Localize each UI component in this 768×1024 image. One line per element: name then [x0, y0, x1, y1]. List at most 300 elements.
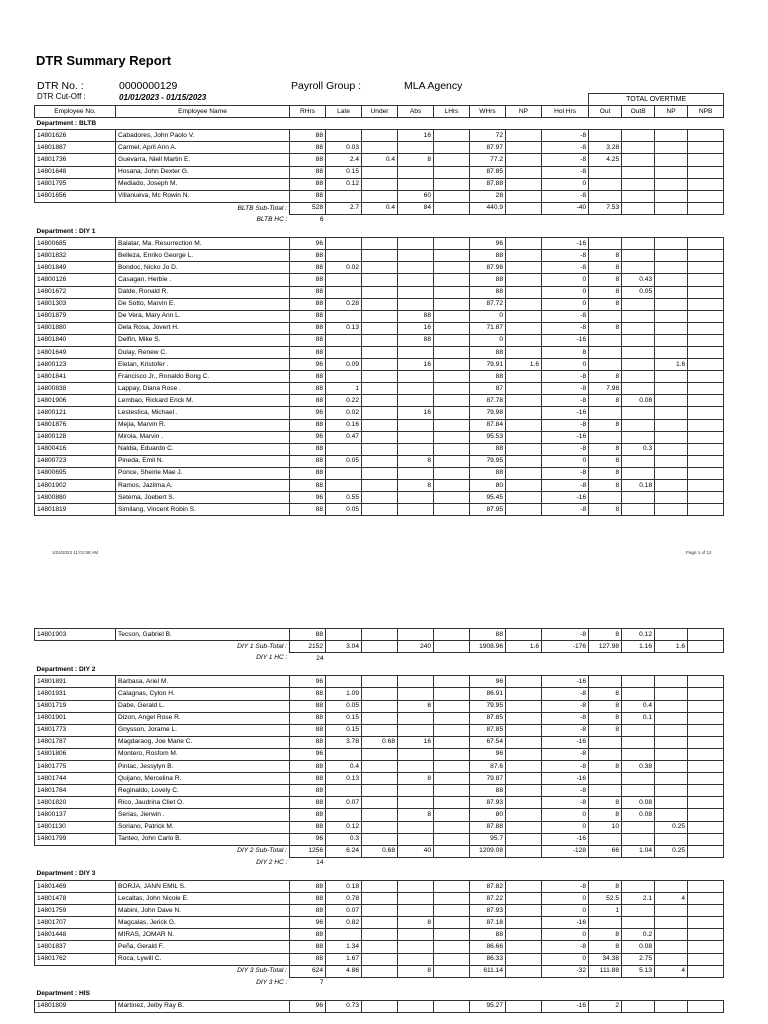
- table-cell: 87.97: [470, 142, 506, 154]
- table-cell: 87.18: [470, 917, 506, 929]
- table-cell: [622, 190, 655, 202]
- table-cell: Roca, Lywill C.: [116, 953, 290, 965]
- table-cell: [688, 467, 724, 479]
- headcount-spacer: [326, 653, 724, 665]
- table-cell: [688, 748, 724, 760]
- department-header: [35, 989, 724, 1001]
- table-cell: [506, 929, 542, 941]
- table-cell: [506, 371, 542, 383]
- table-cell: [398, 142, 434, 154]
- table-cell: [434, 785, 470, 797]
- table-cell: 0: [542, 178, 589, 190]
- employee-row: [35, 905, 724, 917]
- department-header: [35, 664, 724, 676]
- table-cell: [655, 1000, 688, 1012]
- employee-row: [35, 1000, 724, 1012]
- table-cell: [506, 748, 542, 760]
- table-cell: 14801880: [35, 322, 116, 334]
- table-cell: [655, 419, 688, 431]
- table-cell: 0: [542, 809, 589, 821]
- table-cell: 0.08: [622, 809, 655, 821]
- table-cell: 0.4: [622, 700, 655, 712]
- table-cell: [434, 941, 470, 953]
- table-cell: [434, 250, 470, 262]
- table-cell: [362, 142, 398, 154]
- table-cell: [655, 262, 688, 274]
- headcount-value: 7: [319, 979, 324, 987]
- employee-row: [35, 190, 724, 202]
- table-cell: [362, 395, 398, 407]
- table-cell: -16: [542, 736, 589, 748]
- table-cell: [506, 833, 542, 845]
- table-cell: [506, 492, 542, 504]
- table-cell: [506, 166, 542, 178]
- table-cell: [434, 953, 470, 965]
- subtotal-cell: [434, 965, 470, 977]
- table-cell: [398, 383, 434, 395]
- table-cell: -16: [542, 238, 589, 250]
- table-cell: [655, 941, 688, 953]
- table-cell: [655, 154, 688, 166]
- table-cell: [506, 880, 542, 892]
- table-cell: 14801903: [35, 629, 116, 641]
- table-cell: -8: [542, 262, 589, 274]
- table-cell: [688, 736, 724, 748]
- table-cell: [655, 736, 688, 748]
- table-cell: 79.87: [470, 773, 506, 785]
- table-cell: [434, 467, 470, 479]
- table-cell: Carmel, April Ann A.: [116, 142, 290, 154]
- employee-row: [35, 238, 724, 250]
- table-cell: [434, 298, 470, 310]
- table-cell: [688, 905, 724, 917]
- col-lhrs: LHrs: [434, 106, 470, 118]
- table-cell: [506, 917, 542, 929]
- subtotal-cell: 127.98: [589, 641, 622, 653]
- table-cell: [688, 880, 724, 892]
- table-cell: [506, 250, 542, 262]
- table-cell: 8: [398, 154, 434, 166]
- table-cell: 88: [470, 274, 506, 286]
- employee-row: [35, 797, 724, 809]
- table-cell: [589, 736, 622, 748]
- table-cell: [589, 334, 622, 346]
- table-cell: -8: [542, 166, 589, 178]
- col-whrs: WHrs: [470, 106, 506, 118]
- headcount-label: DIY 2 HC :: [256, 859, 288, 867]
- table-cell: [655, 797, 688, 809]
- table-cell: [362, 238, 398, 250]
- table-cell: [589, 178, 622, 190]
- employee-row: [35, 250, 724, 262]
- table-cell: [434, 929, 470, 941]
- table-cell: [688, 274, 724, 286]
- table-cell: [506, 761, 542, 773]
- employee-row: [35, 467, 724, 479]
- table-cell: 88: [290, 371, 326, 383]
- table-cell: 8: [589, 809, 622, 821]
- table-cell: 88: [290, 712, 326, 724]
- table-cell: [506, 274, 542, 286]
- table-cell: [434, 274, 470, 286]
- table-cell: [506, 407, 542, 419]
- table-cell: 8: [589, 941, 622, 953]
- table-cell: 8: [398, 773, 434, 785]
- table-cell: [362, 905, 398, 917]
- table-cell: [506, 700, 542, 712]
- table-cell: -8: [542, 467, 589, 479]
- department-name: Department : HIS: [36, 990, 90, 998]
- table-cell: [398, 371, 434, 383]
- table-cell: [655, 395, 688, 407]
- payroll-group-value: MLA Agency: [404, 80, 463, 92]
- table-cell: [688, 455, 724, 467]
- table-cell: Calagnas, Cylon H.: [116, 688, 290, 700]
- table-cell: [434, 504, 470, 516]
- subtotal-cell: 6.24: [326, 845, 362, 857]
- table-cell: 14800126: [35, 274, 116, 286]
- subtotal-cell: [434, 845, 470, 857]
- table-cell: [622, 142, 655, 154]
- table-cell: [688, 359, 724, 371]
- employee-row: [35, 371, 724, 383]
- table-cell: 8: [589, 419, 622, 431]
- table-cell: [622, 492, 655, 504]
- table-cell: [622, 178, 655, 190]
- table-cell: Pintac, Jessylyn B.: [116, 761, 290, 773]
- table-cell: 95.7: [470, 833, 506, 845]
- table-cell: -16: [542, 676, 589, 688]
- table-cell: [688, 238, 724, 250]
- table-cell: [655, 383, 688, 395]
- table-cell: [326, 748, 362, 760]
- table-cell: [688, 334, 724, 346]
- table-cell: 8: [589, 504, 622, 516]
- table-cell: 88: [470, 443, 506, 455]
- table-cell: [434, 359, 470, 371]
- employee-row: [35, 676, 724, 688]
- table-cell: [506, 238, 542, 250]
- table-cell: [398, 893, 434, 905]
- table-cell: De Vera, Mary Ann L.: [116, 310, 290, 322]
- column-header-row: [35, 106, 724, 118]
- table-cell: Lembao, Rickard Erick M.: [116, 395, 290, 407]
- table-cell: [688, 419, 724, 431]
- table-cell: 0.18: [622, 480, 655, 492]
- subtotal-cell: [362, 641, 398, 653]
- subtotal-cell: 0.68: [362, 845, 398, 857]
- table-cell: [655, 953, 688, 965]
- table-cell: [362, 480, 398, 492]
- table-cell: 14801787: [35, 736, 116, 748]
- table-cell: [655, 700, 688, 712]
- table-cell: -8: [542, 629, 589, 641]
- table-cell: Dela Rosa, Jovert H.: [116, 322, 290, 334]
- table-cell: -8: [542, 154, 589, 166]
- table-cell: [506, 676, 542, 688]
- table-cell: [622, 676, 655, 688]
- table-cell: [398, 431, 434, 443]
- table-cell: [688, 929, 724, 941]
- employee-row: [35, 130, 724, 142]
- footer-page-number: Page 1 of 12: [686, 550, 712, 555]
- table-cell: 88: [290, 262, 326, 274]
- table-cell: [506, 130, 542, 142]
- dtr-no-value: 0000000129: [119, 80, 178, 92]
- table-cell: 2.1: [622, 893, 655, 905]
- table-cell: Ramos, Jazilma A.: [116, 480, 290, 492]
- table-cell: [434, 833, 470, 845]
- table-cell: -8: [542, 761, 589, 773]
- table-cell: [434, 688, 470, 700]
- table-cell: 3.28: [589, 142, 622, 154]
- table-cell: -8: [542, 383, 589, 395]
- table-cell: [622, 736, 655, 748]
- subtotal-cell: [688, 641, 724, 653]
- table-cell: [326, 929, 362, 941]
- headcount-value: 6: [319, 216, 324, 224]
- table-cell: 8: [589, 700, 622, 712]
- table-cell: 88: [290, 504, 326, 516]
- table-cell: 88: [290, 166, 326, 178]
- table-cell: [655, 407, 688, 419]
- table-cell: [362, 724, 398, 736]
- table-cell: 87.72: [470, 298, 506, 310]
- table-cell: [398, 724, 434, 736]
- table-cell: [655, 238, 688, 250]
- table-cell: [622, 419, 655, 431]
- table-cell: 0: [542, 455, 589, 467]
- table-cell: 88: [290, 130, 326, 142]
- table-cell: 2.4: [326, 154, 362, 166]
- table-cell: [326, 130, 362, 142]
- table-cell: [655, 833, 688, 845]
- table-cell: 8: [589, 250, 622, 262]
- table-cell: Belleza, Enriko George L.: [116, 250, 290, 262]
- table-cell: [622, 785, 655, 797]
- table-cell: [622, 130, 655, 142]
- table-cell: 14800880: [35, 492, 116, 504]
- subtotal-row: [35, 641, 724, 653]
- table-cell: 0.22: [326, 395, 362, 407]
- table-cell: [655, 880, 688, 892]
- table-cell: [688, 346, 724, 358]
- report-table-page-1: [34, 93, 724, 516]
- table-cell: [362, 821, 398, 833]
- employee-row: [35, 893, 724, 905]
- table-cell: [434, 724, 470, 736]
- subtotal-cell: 0.4: [362, 202, 398, 214]
- subtotal-cell: 624: [290, 965, 326, 977]
- table-cell: -8: [542, 880, 589, 892]
- table-cell: 88: [470, 346, 506, 358]
- table-cell: [398, 286, 434, 298]
- table-cell: [655, 443, 688, 455]
- table-cell: [688, 286, 724, 298]
- table-cell: 14801448: [35, 929, 116, 941]
- employee-row: [35, 773, 724, 785]
- table-cell: [362, 322, 398, 334]
- table-cell: [398, 504, 434, 516]
- table-cell: 0: [542, 905, 589, 917]
- employee-row: [35, 724, 724, 736]
- subtotal-cell: 1.04: [622, 845, 655, 857]
- table-cell: [622, 833, 655, 845]
- table-cell: [398, 905, 434, 917]
- table-cell: -8: [542, 797, 589, 809]
- table-cell: 14801736: [35, 154, 116, 166]
- table-cell: 14800137: [35, 809, 116, 821]
- subtotal-cell: -176: [542, 641, 589, 653]
- table-cell: Magcalas, Jerick G.: [116, 917, 290, 929]
- table-cell: [398, 467, 434, 479]
- table-cell: [688, 676, 724, 688]
- table-cell: 88: [470, 929, 506, 941]
- headcount-label: BLTB HC :: [256, 216, 288, 224]
- employee-row: [35, 154, 724, 166]
- subtotal-cell: 2.7: [326, 202, 362, 214]
- table-cell: 96: [290, 492, 326, 504]
- table-cell: Villanueva, Mc Rowin N.: [116, 190, 290, 202]
- subtotal-label: BLTB Sub-Total :: [237, 204, 287, 212]
- table-cell: [688, 809, 724, 821]
- table-cell: [506, 431, 542, 443]
- table-cell: Mediado, Joseph M.: [116, 178, 290, 190]
- employee-row: [35, 178, 724, 190]
- table-cell: 88: [398, 310, 434, 322]
- table-cell: Serias, Jierwin .: [116, 809, 290, 821]
- table-cell: 14801707: [35, 917, 116, 929]
- table-cell: 14801809: [35, 1000, 116, 1012]
- headcount-row: [35, 977, 724, 989]
- table-cell: 4: [655, 893, 688, 905]
- table-cell: -8: [542, 322, 589, 334]
- table-cell: [655, 676, 688, 688]
- table-cell: 14800121: [35, 407, 116, 419]
- table-cell: [655, 905, 688, 917]
- subtotal-cell: [434, 202, 470, 214]
- employee-row: [35, 504, 724, 516]
- table-cell: [655, 480, 688, 492]
- table-cell: [589, 773, 622, 785]
- table-cell: [655, 809, 688, 821]
- subtotal-cell: [434, 641, 470, 653]
- subtotal-label: DIY 1 Sub-Total :: [237, 642, 287, 650]
- table-cell: [589, 748, 622, 760]
- employee-row: [35, 629, 724, 641]
- department-name: Department : DIY 1: [36, 227, 96, 235]
- headcount-row: [35, 857, 724, 869]
- table-cell: 88: [290, 142, 326, 154]
- table-cell: [655, 250, 688, 262]
- headcount-row: [35, 653, 724, 665]
- table-cell: [506, 688, 542, 700]
- table-cell: [506, 724, 542, 736]
- table-cell: 88: [290, 154, 326, 166]
- table-cell: [362, 688, 398, 700]
- headcount-row: [35, 214, 724, 226]
- table-cell: [398, 250, 434, 262]
- table-cell: [506, 142, 542, 154]
- table-cell: 14801656: [35, 190, 116, 202]
- table-cell: [688, 480, 724, 492]
- table-cell: [326, 629, 362, 641]
- table-cell: 0.05: [326, 455, 362, 467]
- table-cell: [622, 298, 655, 310]
- table-cell: [655, 346, 688, 358]
- table-cell: Gnysson, Jorame L.: [116, 724, 290, 736]
- table-cell: 96: [290, 748, 326, 760]
- table-cell: Francisco Jr., Ronaldo Bong C.: [116, 371, 290, 383]
- table-cell: 14801840: [35, 334, 116, 346]
- table-cell: [655, 761, 688, 773]
- table-cell: 16: [398, 736, 434, 748]
- table-cell: [622, 917, 655, 929]
- employee-row: [35, 809, 724, 821]
- table-cell: [622, 359, 655, 371]
- table-cell: [622, 310, 655, 322]
- table-cell: 8: [589, 443, 622, 455]
- table-cell: 88: [290, 629, 326, 641]
- subtotal-cell: [506, 845, 542, 857]
- table-cell: -8: [542, 748, 589, 760]
- table-cell: 8: [589, 797, 622, 809]
- table-cell: [398, 953, 434, 965]
- headcount-value: 14: [316, 859, 324, 867]
- table-cell: [362, 407, 398, 419]
- col-late: Late: [326, 106, 362, 118]
- table-cell: 0.55: [326, 492, 362, 504]
- table-cell: 96: [290, 676, 326, 688]
- table-cell: 14801832: [35, 250, 116, 262]
- table-cell: [655, 785, 688, 797]
- table-cell: [434, 773, 470, 785]
- table-cell: 88: [290, 953, 326, 965]
- headcount-value: 24: [316, 654, 324, 662]
- table-cell: BORJA, JANN EMIL S.: [116, 880, 290, 892]
- table-cell: 1.67: [326, 953, 362, 965]
- table-cell: [688, 492, 724, 504]
- table-cell: [434, 893, 470, 905]
- col-np: NP: [506, 106, 542, 118]
- table-cell: [362, 178, 398, 190]
- table-cell: [326, 467, 362, 479]
- table-cell: Lappay, Diana Rose .: [116, 383, 290, 395]
- table-cell: 86.66: [470, 941, 506, 953]
- employee-row: [35, 310, 724, 322]
- table-cell: [622, 262, 655, 274]
- table-cell: -8: [542, 480, 589, 492]
- table-cell: 88: [470, 250, 506, 262]
- table-cell: 0.08: [622, 941, 655, 953]
- table-cell: 88: [470, 371, 506, 383]
- table-cell: Barbasa, Ariel M.: [116, 676, 290, 688]
- table-cell: [655, 130, 688, 142]
- table-cell: [688, 178, 724, 190]
- table-cell: [326, 286, 362, 298]
- table-cell: [434, 190, 470, 202]
- table-cell: 7.98: [589, 383, 622, 395]
- table-cell: 14801775: [35, 761, 116, 773]
- overtime-group-row: [35, 94, 724, 106]
- table-cell: [398, 748, 434, 760]
- table-cell: -16: [542, 917, 589, 929]
- cutoff-label: DTR Cut-Off :: [37, 92, 86, 101]
- table-cell: [362, 748, 398, 760]
- table-cell: [622, 467, 655, 479]
- table-cell: [398, 178, 434, 190]
- table-cell: 88: [290, 190, 326, 202]
